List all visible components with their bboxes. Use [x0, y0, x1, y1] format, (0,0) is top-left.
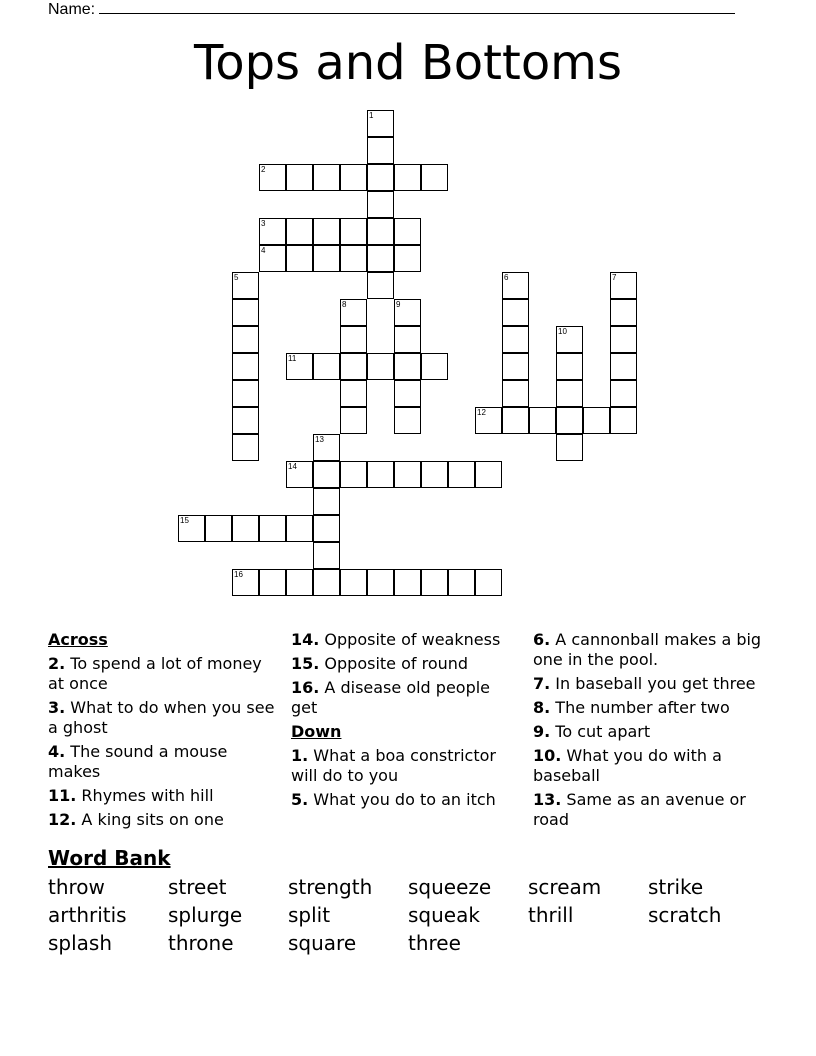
grid-cell[interactable] — [475, 569, 502, 596]
grid-cell[interactable] — [367, 272, 394, 299]
clue-number: 15 — [180, 516, 189, 525]
grid-cell[interactable] — [178, 515, 205, 542]
grid-cell[interactable] — [340, 407, 367, 434]
clue-number-label: 4. — [48, 742, 66, 761]
across-heading: Across — [48, 630, 108, 649]
clue-number-label: 13. — [533, 790, 562, 809]
grid-cell[interactable] — [556, 380, 583, 407]
grid-cell[interactable] — [340, 218, 367, 245]
grid-cell[interactable] — [340, 380, 367, 407]
grid-cell[interactable] — [610, 380, 637, 407]
grid-cell[interactable] — [394, 245, 421, 272]
clue — [533, 630, 763, 670]
grid-cell[interactable] — [610, 407, 637, 434]
clue-text: Opposite of weakness — [319, 630, 501, 649]
grid-cell[interactable] — [259, 569, 286, 596]
grid-cell[interactable] — [313, 218, 340, 245]
clue-number-label: 14. — [291, 630, 320, 649]
name-line — [48, 0, 735, 19]
grid-cell[interactable] — [232, 326, 259, 353]
grid-cell[interactable] — [286, 164, 313, 191]
clue-text: To cut apart — [550, 722, 651, 741]
word-bank-word: square — [288, 931, 357, 955]
grid-cell[interactable] — [556, 353, 583, 380]
clue-text: A cannonball makes a big one in the pool. — [533, 630, 762, 669]
clue-number-label: 5. — [291, 790, 309, 809]
grid-cell[interactable] — [367, 245, 394, 272]
grid-cell[interactable] — [340, 164, 367, 191]
grid-cell[interactable] — [286, 515, 313, 542]
clue-number: 10 — [558, 327, 567, 336]
grid-cell[interactable] — [232, 299, 259, 326]
grid-cell[interactable] — [610, 326, 637, 353]
clue-number-label: 7. — [533, 674, 551, 693]
name-label: Name: — [48, 1, 96, 18]
grid-cell[interactable] — [421, 353, 448, 380]
word-bank-word: throne — [168, 931, 234, 955]
clue-number: 4 — [261, 246, 266, 255]
clue-text: The sound a mouse makes — [48, 742, 228, 781]
clue-number-label: 3. — [48, 698, 66, 717]
clue-text: To spend a lot of money at once — [48, 654, 262, 693]
grid-cell[interactable] — [367, 137, 394, 164]
grid-cell[interactable] — [313, 488, 340, 515]
grid-cell[interactable] — [367, 353, 394, 380]
grid-cell[interactable] — [367, 569, 394, 596]
word-bank-word: three — [408, 931, 461, 955]
clue-number: 16 — [234, 570, 243, 579]
clue-number-label: 8. — [533, 698, 551, 717]
clue-number-label: 10. — [533, 746, 562, 765]
grid-cell[interactable] — [394, 164, 421, 191]
clue-number-label: 16. — [291, 678, 320, 697]
grid-cell[interactable] — [286, 245, 313, 272]
clue-text: Opposite of round — [319, 654, 469, 673]
clue-text: What a boa constrictor will do to you — [291, 746, 496, 785]
grid-cell[interactable] — [556, 326, 583, 353]
clue — [48, 654, 276, 694]
page-title: Tops and Bottoms — [194, 35, 622, 91]
grid-cell[interactable] — [583, 407, 610, 434]
grid-cell[interactable] — [286, 461, 313, 488]
grid-cell[interactable] — [313, 353, 340, 380]
clue-text: A disease old people get — [291, 678, 491, 717]
clue-text: A king sits on one — [76, 810, 224, 829]
word-bank-word: splurge — [168, 903, 243, 927]
grid-cell[interactable] — [232, 272, 259, 299]
clue — [291, 746, 521, 786]
clue — [291, 654, 521, 674]
grid-cell[interactable] — [313, 434, 340, 461]
clue — [533, 674, 763, 694]
grid-cell[interactable] — [394, 407, 421, 434]
grid-cell[interactable] — [313, 515, 340, 542]
grid-cell[interactable] — [394, 218, 421, 245]
grid-cell[interactable] — [394, 569, 421, 596]
grid-cell[interactable] — [556, 434, 583, 461]
word-bank-word: squeeze — [408, 875, 492, 899]
clues-column-3 — [533, 630, 763, 834]
word-bank-word: strike — [648, 875, 704, 899]
clue-number: 11 — [288, 354, 297, 363]
name-blank[interactable] — [99, 0, 735, 14]
clue-text: Same as an avenue or road — [533, 790, 746, 829]
clue-number: 6 — [504, 273, 509, 282]
word-bank-word: splash — [48, 931, 113, 955]
clue-number-label: 11. — [48, 786, 77, 805]
clue-number: 5 — [234, 273, 239, 282]
grid-cell[interactable] — [205, 515, 232, 542]
clue-number: 12 — [477, 408, 486, 417]
grid-cell[interactable] — [394, 299, 421, 326]
grid-cell[interactable] — [340, 245, 367, 272]
clue-text: What you do with a baseball — [533, 746, 722, 785]
clues-column-1 — [48, 630, 276, 834]
word-bank-word: split — [288, 903, 331, 927]
grid-cell[interactable] — [610, 272, 637, 299]
clue — [48, 810, 276, 830]
clue — [533, 698, 763, 718]
clue-number-label: 6. — [533, 630, 551, 649]
grid-cell[interactable] — [232, 380, 259, 407]
clue-number-label: 9. — [533, 722, 551, 741]
clue-number: 3 — [261, 219, 266, 228]
clue — [291, 790, 521, 810]
grid-cell[interactable] — [610, 353, 637, 380]
grid-cell[interactable] — [367, 110, 394, 137]
grid-cell[interactable] — [394, 461, 421, 488]
grid-cell[interactable] — [394, 380, 421, 407]
grid-cell[interactable] — [502, 326, 529, 353]
grid-cell[interactable] — [232, 407, 259, 434]
grid-cell[interactable] — [502, 407, 529, 434]
grid-cell[interactable] — [448, 461, 475, 488]
grid-cell[interactable] — [475, 407, 502, 434]
clue-number: 2 — [261, 165, 266, 174]
grid-cell[interactable] — [340, 326, 367, 353]
word-bank-word: strength — [288, 875, 373, 899]
clue — [48, 698, 276, 738]
clue-number: 13 — [315, 435, 324, 444]
grid-cell[interactable] — [259, 245, 286, 272]
grid-cell[interactable] — [232, 569, 259, 596]
word-bank-word: scratch — [648, 903, 722, 927]
word-bank-word: street — [168, 875, 227, 899]
grid-cell[interactable] — [394, 353, 421, 380]
clue — [291, 678, 521, 718]
word-bank-word: scream — [528, 875, 602, 899]
clue-number: 7 — [612, 273, 617, 282]
clue-number: 8 — [342, 300, 347, 309]
clue-number-label: 2. — [48, 654, 66, 673]
grid-cell[interactable] — [232, 353, 259, 380]
down-heading: Down — [291, 722, 342, 741]
grid-cell[interactable] — [286, 353, 313, 380]
clue-text: What you do to an itch — [308, 790, 496, 809]
grid-cell[interactable] — [448, 569, 475, 596]
grid-cell[interactable] — [475, 461, 502, 488]
clue-number: 1 — [369, 111, 374, 120]
clue-text: What to do when you see a ghost — [48, 698, 275, 737]
clues-column-2 — [291, 630, 521, 814]
grid-cell[interactable] — [340, 299, 367, 326]
grid-cell[interactable] — [421, 569, 448, 596]
grid-cell[interactable] — [286, 218, 313, 245]
grid-cell[interactable] — [556, 407, 583, 434]
grid-cell[interactable] — [340, 461, 367, 488]
clue-text: In baseball you get three — [550, 674, 756, 693]
word-bank-word: thrill — [528, 903, 574, 927]
grid-cell[interactable] — [502, 299, 529, 326]
grid-cell[interactable] — [259, 218, 286, 245]
clue-number: 9 — [396, 300, 401, 309]
grid-cell[interactable] — [367, 461, 394, 488]
grid-cell[interactable] — [502, 353, 529, 380]
grid-cell[interactable] — [313, 569, 340, 596]
grid-cell[interactable] — [367, 218, 394, 245]
grid-cell[interactable] — [367, 191, 394, 218]
grid-cell[interactable] — [610, 299, 637, 326]
clue — [533, 746, 763, 786]
grid-cell[interactable] — [529, 407, 556, 434]
word-bank-word: throw — [48, 875, 105, 899]
grid-cell[interactable] — [286, 569, 313, 596]
grid-cell[interactable] — [421, 164, 448, 191]
grid-cell[interactable] — [313, 461, 340, 488]
grid-cell[interactable] — [313, 164, 340, 191]
clue-number-label: 1. — [291, 746, 309, 765]
grid-cell[interactable] — [232, 515, 259, 542]
grid-cell[interactable] — [367, 164, 394, 191]
grid-cell[interactable] — [502, 272, 529, 299]
clue-number: 14 — [288, 462, 297, 471]
grid-cell[interactable] — [502, 380, 529, 407]
word-bank-word: squeak — [408, 903, 480, 927]
grid-cell[interactable] — [259, 164, 286, 191]
clue-number-label: 12. — [48, 810, 77, 829]
grid-cell[interactable] — [313, 245, 340, 272]
clue-text: Rhymes with hill — [76, 786, 214, 805]
clue — [533, 790, 763, 830]
clue — [48, 786, 276, 806]
word-bank-word: arthritis — [48, 903, 127, 927]
clue — [48, 742, 276, 782]
clue-text: The number after two — [550, 698, 730, 717]
grid-cell[interactable] — [340, 569, 367, 596]
grid-cell[interactable] — [313, 542, 340, 569]
clue — [533, 722, 763, 742]
grid-cell[interactable] — [340, 353, 367, 380]
grid-cell[interactable] — [394, 326, 421, 353]
grid-cell[interactable] — [259, 515, 286, 542]
grid-cell[interactable] — [421, 461, 448, 488]
clue — [291, 630, 521, 650]
word-bank-title: Word Bank — [48, 846, 171, 870]
clue-number-label: 15. — [291, 654, 320, 673]
grid-cell[interactable] — [232, 434, 259, 461]
